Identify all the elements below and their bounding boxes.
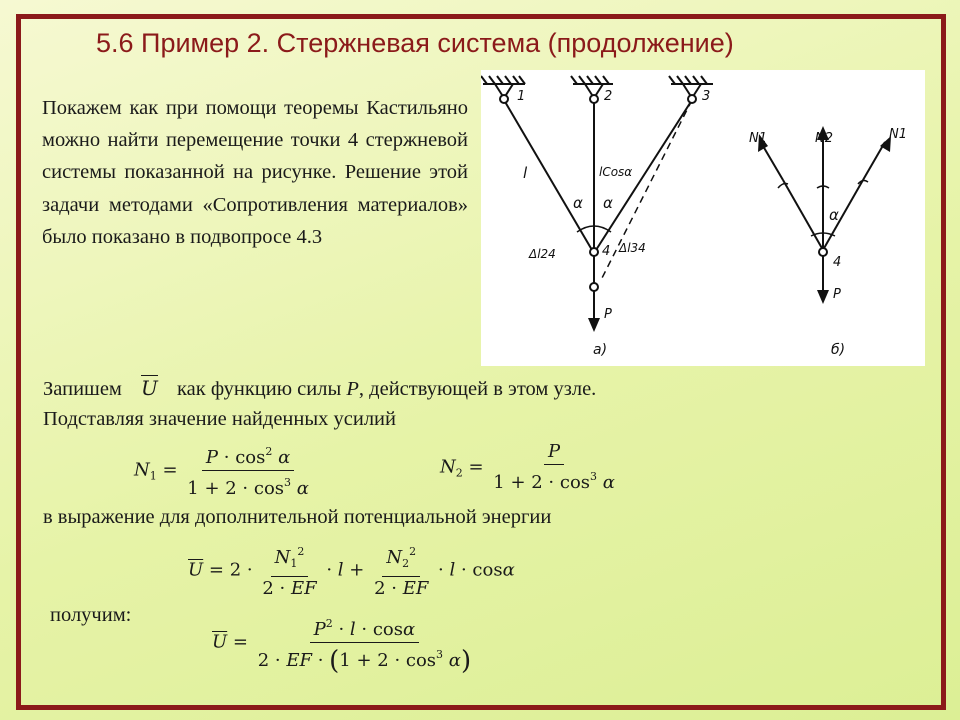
formula-result: $\overline{U}$ = $\frac{P^2 \cdot l \cdot \cos\alpha}{2 \cdot EF \cdot (1 + 2 \cdot \cos^3 \alpha)}$ [212,612,475,673]
line-expression: в выражение для дополнительной потенциальной энергии [43,506,552,528]
truss-diagram [481,70,925,366]
label-load-a: P [604,307,612,322]
dashed-line [600,100,692,282]
line1-end: , действующей в этом узле. [358,378,597,400]
intro-paragraph: Покажем как при помощи теоремы Кастильяно можно найти перемещение точки 4 стержневой системы показанной на рисунке. Решение этой задачи методами «Сопротивления материалов» было показано в подвопросе 4.3 [42,97,468,248]
line1-force: P [346,378,359,400]
formula-u: $\overline{U} = 2$ · $\frac{N_1^2}{2 \cdot EF}$ · l + $\frac{N_2^2}{2 \cdot EF}$ · l · cosα [188,540,515,601]
line1-after: как функцию силы [177,378,347,400]
line1-before: Запишем [43,378,122,400]
label-node-2: 2 [604,89,613,104]
label-bar-lcos: lCosα [599,165,633,179]
caption-b: б) [831,342,846,358]
label-node-3: 3 [702,89,711,104]
label-load-b: P [833,287,841,302]
slide-title: 5.6 Пример 2. Стержневая система (продолжение) [96,28,734,58]
label-n1-right: N1 [889,127,907,142]
label-bar-l: l [523,164,528,182]
caption-a: а) [593,342,608,358]
formula-n2: $N_2$ = $\frac{P}{1 + 2 \cdot \cos^3 \alpha}$ [440,441,615,493]
line-result: получим: [50,604,132,626]
label-node-4-b: 4 [833,255,842,270]
truss-figure [481,70,925,366]
formula-n1: $N_1$ = $\frac{P \cdot \cos^2 \alpha}{1 + 2 \cdot \cos^3 \alpha}$ [134,440,313,501]
label-node-1: 1 [517,89,526,104]
label-alpha-b: α [829,206,839,224]
line-substitute: Подставляя значение найденных усилий [43,408,396,430]
label-dl24: Δl24 [529,247,556,261]
force-n1-left [783,180,823,250]
label-node-4: 4 [602,244,611,259]
line-write-u [43,376,596,401]
label-dl34: Δl34 [619,241,646,255]
label-n1-left: N1 [749,131,767,146]
label-n2: N2 [815,131,833,146]
label-alpha-left: α [573,194,583,212]
label-alpha-right: α [603,194,613,212]
symbol-u: U [141,376,158,400]
bar-1-4 [504,100,592,250]
